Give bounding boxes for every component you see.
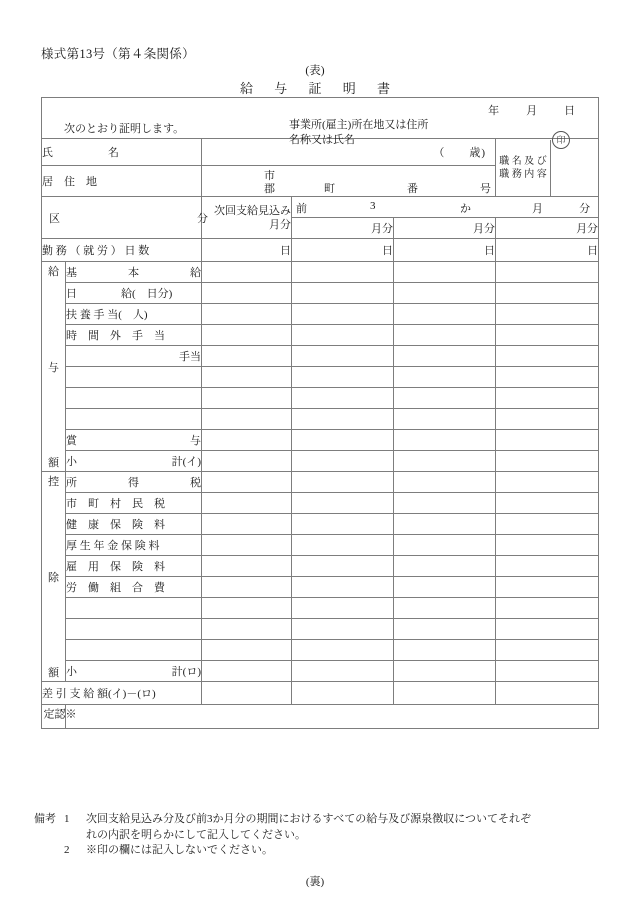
salary-6-m1-cell[interactable] <box>292 388 394 409</box>
deduct-item-label-7[interactable] <box>66 619 202 640</box>
salary-0-m3-cell[interactable] <box>496 262 599 283</box>
name-input-cell[interactable] <box>202 139 496 166</box>
deduct-group-bottom: 額 <box>48 667 59 679</box>
deduct-4-m1-cell[interactable] <box>292 556 394 577</box>
salary-4-next-cell[interactable] <box>202 346 292 367</box>
note-item-1 <box>34 812 614 828</box>
note-1-line1: 次回支給見込み分及び前3か月分の期間におけるすべての給与及び源泉徴収についてそれぞ <box>86 813 532 825</box>
deduct-1-m3-cell[interactable] <box>496 493 599 514</box>
address-gun-label: 郡 <box>264 183 275 195</box>
salary-row-6 <box>42 388 599 409</box>
salary-row-2 <box>42 304 599 325</box>
deduct-item-label-3: 厚 生 年 金 保 険 料 <box>66 535 202 556</box>
salary-item-label-9 <box>66 451 202 472</box>
deduct-subtotal-m1-cell[interactable] <box>292 661 394 682</box>
salary-item-label-1: 日 給( 日分) <box>66 283 202 304</box>
salary-1-m2-cell[interactable] <box>394 283 496 304</box>
address-label: 居 住 地 <box>42 166 202 197</box>
deduct-row-4 <box>42 556 599 577</box>
deduct-5-next-cell[interactable] <box>202 577 292 598</box>
prev-three-months-header <box>292 197 599 218</box>
workdays-label: 勤 務 （ 就 労 ） 日 数 <box>42 239 202 262</box>
salary-3-m2-cell[interactable] <box>394 325 496 346</box>
date-day-label: 日 <box>564 105 577 117</box>
deduct-5-m3-cell[interactable] <box>496 577 599 598</box>
document-title: 給 与 証 明 書 <box>239 81 399 96</box>
address-go-label: 号 <box>480 183 491 195</box>
deduct-item-9-left: 小 <box>66 666 77 678</box>
workdays-row <box>42 239 599 262</box>
workdays-m2-cell[interactable]: 日 <box>394 239 496 262</box>
note-2-number: 2 <box>64 844 70 856</box>
net-pay-row <box>42 682 599 705</box>
job-cell-group <box>496 139 599 197</box>
deduct-8-m1-cell[interactable] <box>292 640 394 661</box>
salary-item-9-right: 計(イ) <box>171 456 201 468</box>
salary-8-next-cell[interactable] <box>202 430 292 451</box>
certify-row <box>42 118 599 139</box>
net-pay-m3-cell[interactable] <box>496 682 599 705</box>
salary-item-label-5[interactable] <box>66 367 202 388</box>
salary-item-9-left: 小 <box>66 456 77 468</box>
form-number: 様式第13号（第４条関係） <box>41 47 195 61</box>
salary-group-mid: 与 <box>48 361 59 374</box>
salary-group-top: 給 <box>48 266 59 278</box>
salary-7-next-cell[interactable] <box>202 409 292 430</box>
net-pay-m2-cell[interactable] <box>394 682 496 705</box>
deduct-2-m1-cell[interactable] <box>292 514 394 535</box>
salary-1-next-cell[interactable] <box>202 283 292 304</box>
employer-name-label: 名称又は氏名 <box>289 134 355 146</box>
salary-subtotal-m2-cell[interactable] <box>394 451 496 472</box>
job-title-label: 職 名 及 び 職 務 内 容 <box>496 140 551 196</box>
deduct-item-0-mid: 得 <box>128 477 139 489</box>
deduct-7-next-cell[interactable] <box>202 619 292 640</box>
salary-3-m3-cell[interactable] <box>496 325 599 346</box>
nintei-input-cell[interactable] <box>66 705 599 729</box>
salary-1-m3-cell[interactable] <box>496 283 599 304</box>
salary-6-m2-cell[interactable] <box>394 388 496 409</box>
salary-item-8-right: 与 <box>190 435 201 447</box>
notes-head-label: 備考 <box>34 813 56 825</box>
workdays-m3-cell[interactable]: 日 <box>496 239 599 262</box>
deduct-2-m3-cell[interactable] <box>496 514 599 535</box>
month-header-1: 月分 <box>292 218 394 239</box>
name-row <box>42 139 599 166</box>
date-month-label: 月 <box>526 105 539 117</box>
salary-7-m3-cell[interactable] <box>496 409 599 430</box>
deduct-item-label-1: 市 町 村 民 税 <box>66 493 202 514</box>
deduct-0-m1-cell[interactable] <box>292 472 394 493</box>
salary-row-7 <box>42 409 599 430</box>
deduct-item-label-9 <box>66 661 202 682</box>
deduct-item-label-2: 健 康 保 険 料 <box>66 514 202 535</box>
salary-2-m1-cell[interactable] <box>292 304 394 325</box>
deduct-2-next-cell[interactable] <box>202 514 292 535</box>
deduct-8-next-cell[interactable] <box>202 640 292 661</box>
deduct-4-next-cell[interactable] <box>202 556 292 577</box>
deduct-item-0-right: 税 <box>190 477 201 489</box>
salary-3-next-cell[interactable] <box>202 325 292 346</box>
salary-4-m3-cell[interactable] <box>496 346 599 367</box>
salary-item-0-left: 基 <box>66 267 77 279</box>
date-line <box>475 102 589 118</box>
salary-row-8 <box>42 430 599 451</box>
salary-5-m2-cell[interactable] <box>394 367 496 388</box>
deduct-subtotal-m2-cell[interactable] <box>394 661 496 682</box>
deduct-0-m2-cell[interactable] <box>394 472 496 493</box>
salary-0-m1-cell[interactable] <box>292 262 394 283</box>
salary-item-8-left: 賞 <box>66 435 77 447</box>
deduct-row-8 <box>42 640 599 661</box>
deduct-5-m1-cell[interactable] <box>292 577 394 598</box>
salary-item-label-2: 扶 養 手 当( 人) <box>66 304 202 325</box>
salary-4-m2-cell[interactable] <box>394 346 496 367</box>
salary-row-3 <box>42 325 599 346</box>
deduct-0-m3-cell[interactable] <box>496 472 599 493</box>
net-pay-next-cell[interactable] <box>202 682 292 705</box>
salary-item-label-6[interactable] <box>66 388 202 409</box>
month-header-3: 月分 <box>496 218 599 239</box>
deduct-row-7 <box>42 619 599 640</box>
salary-subtotal-m3-cell[interactable] <box>496 451 599 472</box>
salary-8-m1-cell[interactable] <box>292 430 394 451</box>
salary-7-m1-cell[interactable] <box>292 409 394 430</box>
net-pay-m1-cell[interactable] <box>292 682 394 705</box>
prev3-ka-label: か <box>460 203 471 215</box>
salary-5-m3-cell[interactable] <box>496 367 599 388</box>
salary-0-next-cell[interactable] <box>202 262 292 283</box>
deduct-row-6 <box>42 598 599 619</box>
deduct-item-label-0 <box>66 472 202 493</box>
salary-5-next-cell[interactable] <box>202 367 292 388</box>
address-cho-label: 町 <box>324 183 335 195</box>
deduct-subtotal-next-cell[interactable] <box>202 661 292 682</box>
deduct-8-m2-cell[interactable] <box>394 640 496 661</box>
deduct-group-label <box>42 472 66 682</box>
deduct-row-9 <box>42 661 599 682</box>
age-label: （ 歳) <box>433 147 486 159</box>
deduct-2-m2-cell[interactable] <box>394 514 496 535</box>
nintei-row <box>42 705 599 729</box>
salary-item-0-mid: 本 <box>128 267 139 279</box>
seal-icon: 印 <box>552 131 570 149</box>
notes-block <box>34 812 614 859</box>
deduct-row-2 <box>42 514 599 535</box>
deduct-item-0-left: 所 <box>66 477 77 489</box>
deduct-0-next-cell[interactable] <box>202 472 292 493</box>
next-pay-line2: 月分 <box>269 218 291 231</box>
deduct-3-next-cell[interactable] <box>202 535 292 556</box>
address-shi-label: 市 <box>264 170 275 182</box>
employer-address-label: 事業所(雇主)所在地又は住所 <box>289 119 429 131</box>
salary-item-label-7[interactable] <box>66 409 202 430</box>
deduct-3-m3-cell[interactable] <box>496 535 599 556</box>
deduct-1-next-cell[interactable] <box>202 493 292 514</box>
salary-2-m2-cell[interactable] <box>394 304 496 325</box>
deduct-row-1 <box>42 493 599 514</box>
nintei-label-cell <box>42 705 76 729</box>
deduct-item-label-5: 労 働 組 合 費 <box>66 577 202 598</box>
salary-item-label-8 <box>66 430 202 451</box>
omote-mark: (表) <box>305 65 325 77</box>
prev3-getsu-label: 月 <box>532 203 543 215</box>
salary-0-m2-cell[interactable] <box>394 262 496 283</box>
deduct-item-label-4: 雇 用 保 険 料 <box>66 556 202 577</box>
deduct-5-m2-cell[interactable] <box>394 577 496 598</box>
deduct-item-label-6[interactable] <box>66 598 202 619</box>
notes-head-spacer <box>34 843 64 859</box>
deduct-6-m1-cell[interactable] <box>292 598 394 619</box>
prev3-mae-label: 前 <box>296 203 307 215</box>
salary-item-label-4: 手当 <box>66 346 202 367</box>
deduct-6-m3-cell[interactable] <box>496 598 599 619</box>
deduct-1-m2-cell[interactable] <box>394 493 496 514</box>
net-pay-label: 差 引 支 給 額(イ)－(ロ) <box>42 682 202 705</box>
prev3-bun-label: 分 <box>579 203 591 215</box>
deduct-6-m2-cell[interactable] <box>394 598 496 619</box>
salary-7-m2-cell[interactable] <box>394 409 496 430</box>
salary-row-9 <box>42 451 599 472</box>
salary-8-m3-cell[interactable] <box>496 430 599 451</box>
header-block-row <box>42 98 599 119</box>
salary-certificate-table <box>41 97 599 729</box>
deduct-7-m2-cell[interactable] <box>394 619 496 640</box>
deduct-item-9-right: 計(ロ) <box>171 666 201 678</box>
salary-item-label-0 <box>66 262 202 283</box>
salary-group-label <box>42 262 66 472</box>
note-item-2 <box>34 843 614 859</box>
salary-2-m3-cell[interactable] <box>496 304 599 325</box>
salary-8-m2-cell[interactable] <box>394 430 496 451</box>
deduct-item-label-8[interactable] <box>66 640 202 661</box>
salary-row-5 <box>42 367 599 388</box>
workdays-m1-cell[interactable]: 日 <box>292 239 394 262</box>
deduct-group-top: 控 <box>48 476 59 488</box>
salary-row-1 <box>42 283 599 304</box>
deduct-subtotal-m3-cell[interactable] <box>496 661 599 682</box>
name-label: 氏 名 <box>42 139 202 166</box>
nintei-label: ※認定 <box>42 708 76 722</box>
deduct-4-m3-cell[interactable] <box>496 556 599 577</box>
date-year-label: 年 <box>488 105 501 117</box>
salary-6-m3-cell[interactable] <box>496 388 599 409</box>
deduct-row-5 <box>42 577 599 598</box>
deduct-8-m3-cell[interactable] <box>496 640 599 661</box>
salary-2-next-cell[interactable] <box>202 304 292 325</box>
deduct-row-3 <box>42 535 599 556</box>
salary-6-next-cell[interactable] <box>202 388 292 409</box>
ura-mark: (裏) <box>305 876 325 888</box>
deduct-6-next-cell[interactable] <box>202 598 292 619</box>
month-header-2: 月分 <box>394 218 496 239</box>
deduct-4-m2-cell[interactable] <box>394 556 496 577</box>
salary-item-label-3: 時 間 外 手 当 <box>66 325 202 346</box>
next-pay-header <box>202 197 292 239</box>
note-2-line1: ※印の欄には記入しないでください。 <box>86 844 273 856</box>
certify-text: 次のとおり証明します。 <box>64 123 185 135</box>
workdays-next-cell[interactable]: 日 <box>202 239 292 262</box>
salary-row-4 <box>42 346 599 367</box>
deduct-3-m2-cell[interactable] <box>394 535 496 556</box>
address-input-cell[interactable] <box>202 166 496 197</box>
deduct-1-m1-cell[interactable] <box>292 493 394 514</box>
salary-5-m1-cell[interactable] <box>292 367 394 388</box>
note-1-line2: れの内訳を明らかにして記入してください。 <box>86 828 306 841</box>
deduct-7-m3-cell[interactable] <box>496 619 599 640</box>
salary-row-0 <box>42 262 599 283</box>
next-pay-line1: 次回支給見込み <box>214 204 291 217</box>
certify-cell <box>42 118 599 139</box>
salary-item-0-right: 給 <box>190 267 201 279</box>
salary-4-m1-cell[interactable] <box>292 346 394 367</box>
address-ban-label: 番 <box>407 183 418 195</box>
note-1-number: 1 <box>64 813 70 825</box>
salary-3-m1-cell[interactable] <box>292 325 394 346</box>
salary-group-bottom: 額 <box>48 457 59 469</box>
prev3-number-label: 3 <box>370 200 376 212</box>
salary-subtotal-next-cell[interactable] <box>202 451 292 472</box>
deduct-group-mid: 除 <box>48 571 59 584</box>
kubun-left-label: 区 <box>49 212 60 225</box>
kubun-right-label: 分 <box>197 212 208 225</box>
deduct-3-m1-cell[interactable] <box>292 535 394 556</box>
salary-subtotal-m1-cell[interactable] <box>292 451 394 472</box>
deduct-row-0 <box>42 472 599 493</box>
salary-1-m1-cell[interactable] <box>292 283 394 304</box>
kubun-label-cell <box>42 197 208 239</box>
deduct-7-m1-cell[interactable] <box>292 619 394 640</box>
kubun-row <box>42 197 599 218</box>
